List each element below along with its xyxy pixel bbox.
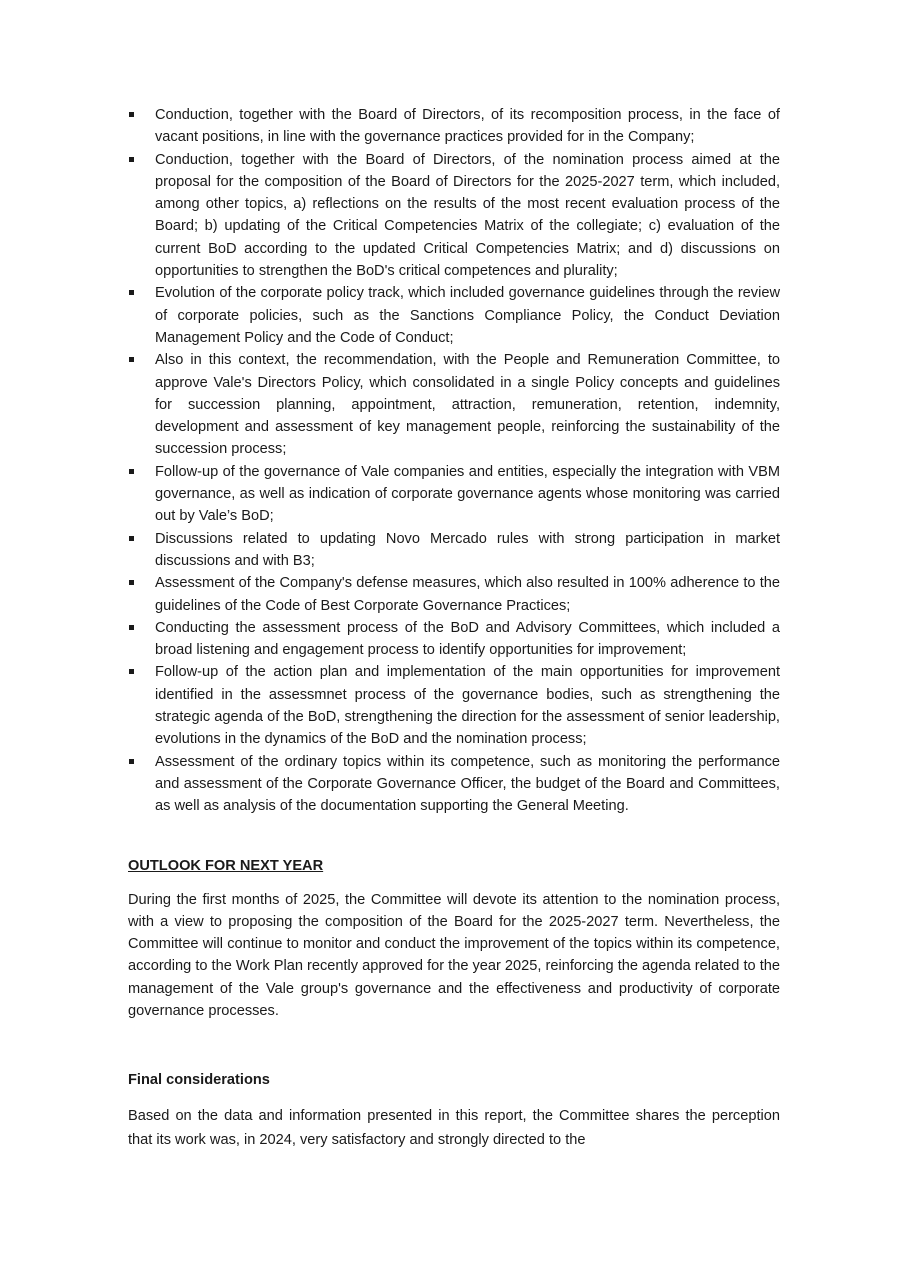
square-bullet-icon	[129, 157, 134, 162]
outlook-paragraph: During the first months of 2025, the Committee will devote its attention to the nomination process, with a view to proposing the composition of the Board for the 2025-2027 term. Nevertheless, the Committee will continue to monitor and conduct the improvement of the topics within its competence, according to the Work Plan recently approved for the year 2025, reinforcing the agenda related to the management of the Vale group's governance and the effectiveness and productivity of corporate governance processes.	[128, 891, 780, 1019]
list-item	[128, 282, 780, 349]
document-page	[128, 104, 780, 1152]
square-bullet-icon	[129, 290, 134, 295]
square-bullet-icon	[129, 625, 134, 630]
list-item	[128, 572, 780, 617]
list-item	[128, 104, 780, 149]
outlook-heading: OUTLOOK FOR NEXT YEAR	[128, 857, 324, 874]
list-item-text: Also in this context, the recommendation, with the People and Remuneration Committee, to approve Vale's Directors Policy, which consolidated in a single Policy concepts and guidelines for succession planning, appointment, attraction, remuneration, retention, indemnity, development and assessment of key management people, reinforcing the sustainability of the succession process;	[155, 352, 780, 458]
final-considerations-heading: Final considerations	[128, 1072, 270, 1089]
list-item-text: Assessment of the ordinary topics within its competence, such as monitoring the performance and assessment of the Corporate Governance Officer, the budget of the Board and Committees, as well as analysis of the documentation supporting the General Meeting.	[155, 753, 780, 815]
list-item-text: Assessment of the Company's defense measures, which also resulted in 100% adherence to the guidelines of the Code of Best Corporate Governance Practices;	[155, 575, 780, 614]
list-item	[128, 661, 780, 750]
square-bullet-icon	[129, 469, 134, 474]
square-bullet-icon	[129, 536, 134, 541]
square-bullet-icon	[129, 357, 134, 362]
final-considerations-paragraph: Based on the data and information presented in this report, the Committee shares the perception that its work was, in 2024, very satisfactory and strongly directed to the	[128, 1108, 780, 1149]
square-bullet-icon	[129, 112, 134, 117]
list-item	[128, 617, 780, 662]
list-item-text: Evolution of the corporate policy track, which included governance guidelines through the review of corporate policies, such as the Sanctions Compliance Policy, the Conduct Deviation Management Policy and the Code of Conduct;	[155, 285, 780, 346]
list-item	[128, 528, 780, 573]
list-item	[128, 349, 780, 460]
square-bullet-icon	[129, 580, 134, 585]
list-item-text: Conduction, together with the Board of Directors, of the nomination process aimed at the proposal for the composition of the Board of Directors for the 2025-2027 term, which included, among other topics, a) reflections on the results of the most recent evaluation process of the Board; b) updating of the Critical Competencies Matrix of the collegiate; c) evaluation of the current BoD according to the updated Critical Competencies Matrix; and d) discussions on opportunities to strengthen the BoD's critical competences and plurality;	[155, 151, 780, 280]
square-bullet-icon	[129, 669, 134, 674]
list-item-text: Follow-up of the governance of Vale companies and entities, especially the integration with VBM governance, as well as indication of corporate governance agents whose monitoring was carried out by Vale’s BoD;	[155, 463, 780, 525]
list-item-text: Discussions related to updating Novo Mercado rules with strong participation in market discussions and with B3;	[155, 530, 780, 569]
activities-list	[128, 104, 780, 818]
list-item	[128, 461, 780, 528]
square-bullet-icon	[129, 759, 134, 764]
list-item-text: Conducting the assessment process of the BoD and Advisory Committees, which included a broad listening and engagement process to identify opportunities for improvement;	[155, 619, 780, 659]
list-item-text: Follow-up of the action plan and implementation of the main opportunities for improvement identified in the assessmnet process of the governance bodies, such as strengthening the strategic agenda of the BoD, strengthening the direction for the assessment of senior leadership, evolutions in the dynamics of the BoD and the nomination process;	[155, 664, 780, 748]
list-item	[128, 149, 780, 283]
list-item	[128, 751, 780, 818]
list-item-text: Conduction, together with the Board of Directors, of its recomposition process, in the face of vacant positions, in line with the governance practices provided for in the Company;	[155, 107, 780, 146]
